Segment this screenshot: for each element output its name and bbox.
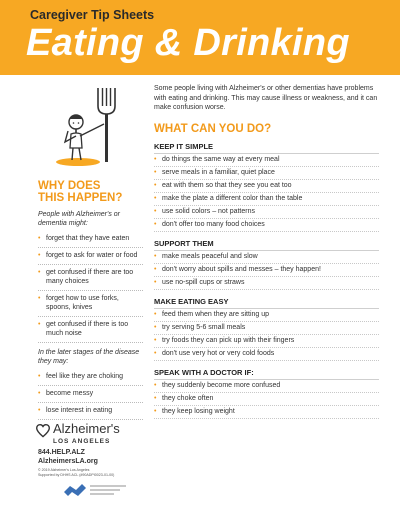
- list-item: • forget to ask for water or food: [38, 251, 143, 265]
- brand-phone: 844.HELP.ALZ: [38, 449, 85, 456]
- logo: [36, 422, 146, 438]
- section-make-eating-easy: [154, 297, 379, 361]
- why-title-line1: WHY DOES: [38, 180, 101, 192]
- list-item: • don't offer too many food choices: [154, 219, 379, 232]
- list-item: • try serving 5-6 small meals: [154, 322, 379, 335]
- list-item: • they suddenly become more confused: [154, 380, 379, 393]
- list-item: • use no-spill cups or straws: [154, 277, 379, 290]
- partner-logo-icon: [60, 478, 130, 500]
- list-item: • feed them when they are sitting up: [154, 309, 379, 322]
- why-list: [38, 234, 143, 343]
- why-later-intro: In the later stages of the disease they may:: [38, 349, 140, 365]
- list-item: • don't use very hot or very cold foods: [154, 348, 379, 361]
- header-banner: [0, 0, 400, 75]
- list-item: • make meals peaceful and slow: [154, 251, 379, 264]
- list-item: • they choke often: [154, 393, 379, 406]
- list-item: • forget how to use forks, spoons, knives: [38, 294, 143, 317]
- section-support-them: [154, 239, 379, 290]
- why-later-list: [38, 372, 143, 420]
- brand-web: AlzheimersLA.org: [38, 458, 98, 465]
- brand-sub: LOS ANGELES: [53, 438, 111, 445]
- list-item: • try foods they can pick up with their fingers: [154, 335, 379, 348]
- why-section: [38, 180, 143, 423]
- list-item: • use solid colors – not patterns: [154, 206, 379, 219]
- section-list: [154, 380, 379, 419]
- copyright: © 2019 Alzheimer's Los Angeles: [38, 468, 90, 472]
- list-item: • they keep losing weight: [154, 406, 379, 419]
- brand-name: Alzheimer's: [53, 421, 120, 436]
- section-list: [154, 251, 379, 290]
- why-title-line2: THIS HAPPEN?: [38, 192, 123, 204]
- list-item: • become messy: [38, 389, 143, 403]
- list-item: • serve meals in a familiar, quiet place: [154, 167, 379, 180]
- heart-logo-icon: [36, 424, 50, 438]
- section-heading: SUPPORT THEM: [154, 239, 379, 251]
- list-item: • don't worry about spills and messes – they happen!: [154, 264, 379, 277]
- section-list: [154, 309, 379, 361]
- section-speak-with-doctor: [154, 368, 379, 419]
- page-title: Eating & Drinking: [26, 22, 350, 64]
- list-item: • forget that they have eaten: [38, 234, 143, 248]
- list-item: • feel like they are choking: [38, 372, 143, 386]
- section-keep-it-simple: [154, 142, 379, 232]
- person-with-fork-illustration: [38, 84, 138, 169]
- list-item: • do things the same way at every meal: [154, 154, 379, 167]
- list-item: • make the plate a different color than the table: [154, 193, 379, 206]
- brand-block: [36, 422, 146, 478]
- list-item: • get confused if there are too many choices: [38, 268, 143, 291]
- list-item: • eat with them so that they see you eat too: [154, 180, 379, 193]
- header-kicker: Caregiver Tip Sheets: [30, 8, 155, 22]
- support-note: Supported by DHHS ACL (#90ADPI0023-01-00): [38, 473, 115, 477]
- list-item: • lose interest in eating: [38, 406, 143, 420]
- section-heading: SPEAK WITH A DOCTOR IF:: [154, 368, 379, 380]
- what-title: WHAT CAN YOU DO?: [154, 122, 272, 135]
- intro-paragraph: Some people living with Alzheimer's or other dementias have problems with eating and drinking. This may cause illness or weakness, and it can make confusion worse.: [154, 85, 378, 111]
- why-intro: People with Alzheimer's or dementia might:: [38, 211, 121, 227]
- section-heading: KEEP IT SIMPLE: [154, 142, 379, 154]
- section-heading: MAKE EATING EASY: [154, 297, 379, 309]
- list-item: • get confused if there is too much noise: [38, 320, 143, 343]
- section-list: [154, 154, 379, 232]
- main-content: [154, 84, 379, 419]
